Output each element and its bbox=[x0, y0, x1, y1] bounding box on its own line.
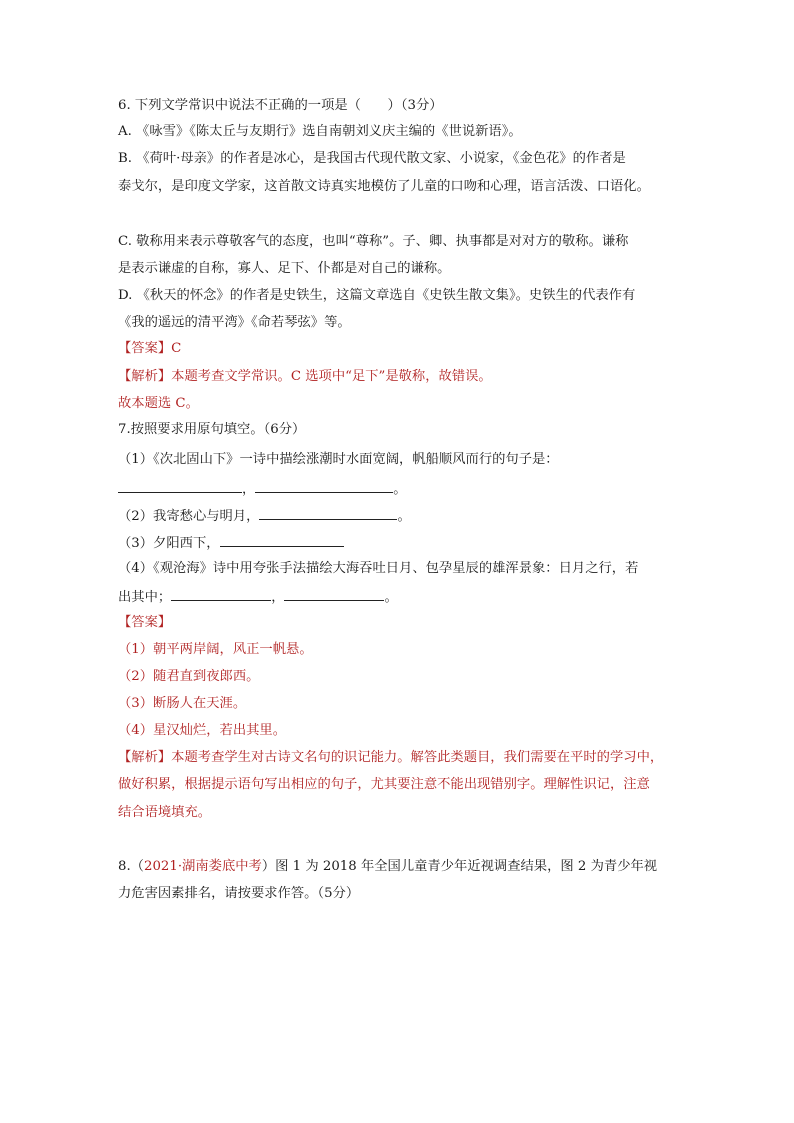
q7-answer-4: （4）星汉灿烂，若出其里。 bbox=[118, 723, 287, 738]
q7-answer-1: （1）朝平两岸阔，风正一帆悬。 bbox=[118, 642, 313, 657]
q7-analysis-line3: 结合语境填充。 bbox=[118, 805, 212, 820]
answer-blank[interactable] bbox=[220, 532, 344, 547]
q6-option-b-line2: 泰戈尔，是印度文学家，这首散文诗真实地模仿了儿童的口吻和心理，语言活泼、口语化。 bbox=[118, 179, 650, 194]
q6-option-c-line2: 是表示谦虚的自称，寡人、足下、仆都是对自己的谦称。 bbox=[118, 261, 451, 276]
q8-stem-line1 bbox=[118, 857, 657, 877]
q6-analysis: 【解析】本题考查文学常识。C 选项中“足下”是敬称，故错误。 bbox=[118, 369, 492, 384]
q7-analysis-line1: 【解析】本题考查学生对古诗文名句的识记能力。解答此类题目，我们需要在平时的学习中， bbox=[118, 750, 664, 765]
answer-blank[interactable] bbox=[284, 586, 384, 601]
q6-option-d-line1: D. 《秋天的怀念》的作者是史铁生，这篇文章选自《史铁生散文集》。史铁生的代表作有 bbox=[118, 288, 636, 303]
q8-stem-text: ）图 1 为 2018 年全国儿童青少年近视调查结果，图 2 为青少年视 bbox=[261, 859, 658, 874]
q7-item4-line1: （4）《观沧海》诗中用夸张手法描绘大海吞吐日月、包孕星辰的雄浑景象：日月之行，若 bbox=[118, 561, 639, 576]
q7-item1-line2 bbox=[118, 478, 407, 500]
q6-conclusion: 故本题选 C。 bbox=[118, 396, 199, 411]
separator: ， bbox=[242, 482, 256, 497]
q6-stem: 6. 下列文学常识中说法不正确的一项是（ ）（3分） bbox=[118, 98, 443, 113]
q7-answer-label: 【答案】 bbox=[118, 615, 172, 630]
q6-option-d-line2: 《我的遥远的清平湾》《命若琴弦》等。 bbox=[118, 315, 351, 330]
q7-item2 bbox=[118, 505, 411, 527]
q7-item1-line1: （1）《次北固山下》一诗中描绘涨潮时水面宽阔，帆船顺风而行的句子是： bbox=[118, 452, 559, 467]
q7-stem: 7.按照要求用原句填空。（6分） bbox=[118, 422, 306, 437]
q6-answer: 【答案】C bbox=[118, 341, 182, 356]
q7-item4-line2 bbox=[118, 586, 398, 608]
q6-option-a: A. 《咏雪》《陈太丘与友期行》选自南朝刘义庆主编的《世说新语》。 bbox=[118, 124, 522, 139]
answer-blank[interactable] bbox=[255, 478, 393, 493]
period: 。 bbox=[384, 590, 398, 605]
answer-blank[interactable] bbox=[118, 478, 242, 493]
item4-prefix: 出其中； bbox=[118, 590, 172, 605]
answer-blank[interactable] bbox=[171, 586, 271, 601]
period: 。 bbox=[397, 509, 411, 524]
item2-prefix: （2）我寄愁心与明月， bbox=[118, 509, 260, 524]
q7-analysis-line2: 做好积累，根据提示语句写出相应的句子，尤其要注意不能出现错别字。理解性识记，注意 bbox=[118, 777, 650, 792]
q8-source: 2021·湖南娄底中考 bbox=[143, 859, 262, 874]
separator: ， bbox=[271, 590, 285, 605]
period: 。 bbox=[393, 482, 407, 497]
q8-stem-line2: 力危害因素排名，请按要求作答。（5分） bbox=[118, 886, 360, 901]
item3-prefix: （3）夕阳西下， bbox=[118, 536, 220, 551]
q6-option-c-line1: C. 敬称用来表示尊敬客气的态度，也叫“尊称”。子、卿、执事都是对对方的敬称。谦称 bbox=[118, 234, 629, 249]
answer-blank[interactable] bbox=[259, 505, 397, 520]
q7-answer-3: （3）断肠人在天涯。 bbox=[118, 696, 247, 711]
q6-option-b-line1: B. 《荷叶·母亲》的作者是冰心，是我国古代现代散文家、小说家，《金色花》的作者是 bbox=[118, 151, 626, 166]
q7-item3 bbox=[118, 532, 344, 554]
q8-prefix: 8.（ bbox=[118, 859, 144, 874]
q7-answer-2: （2）随君直到夜郎西。 bbox=[118, 669, 260, 684]
